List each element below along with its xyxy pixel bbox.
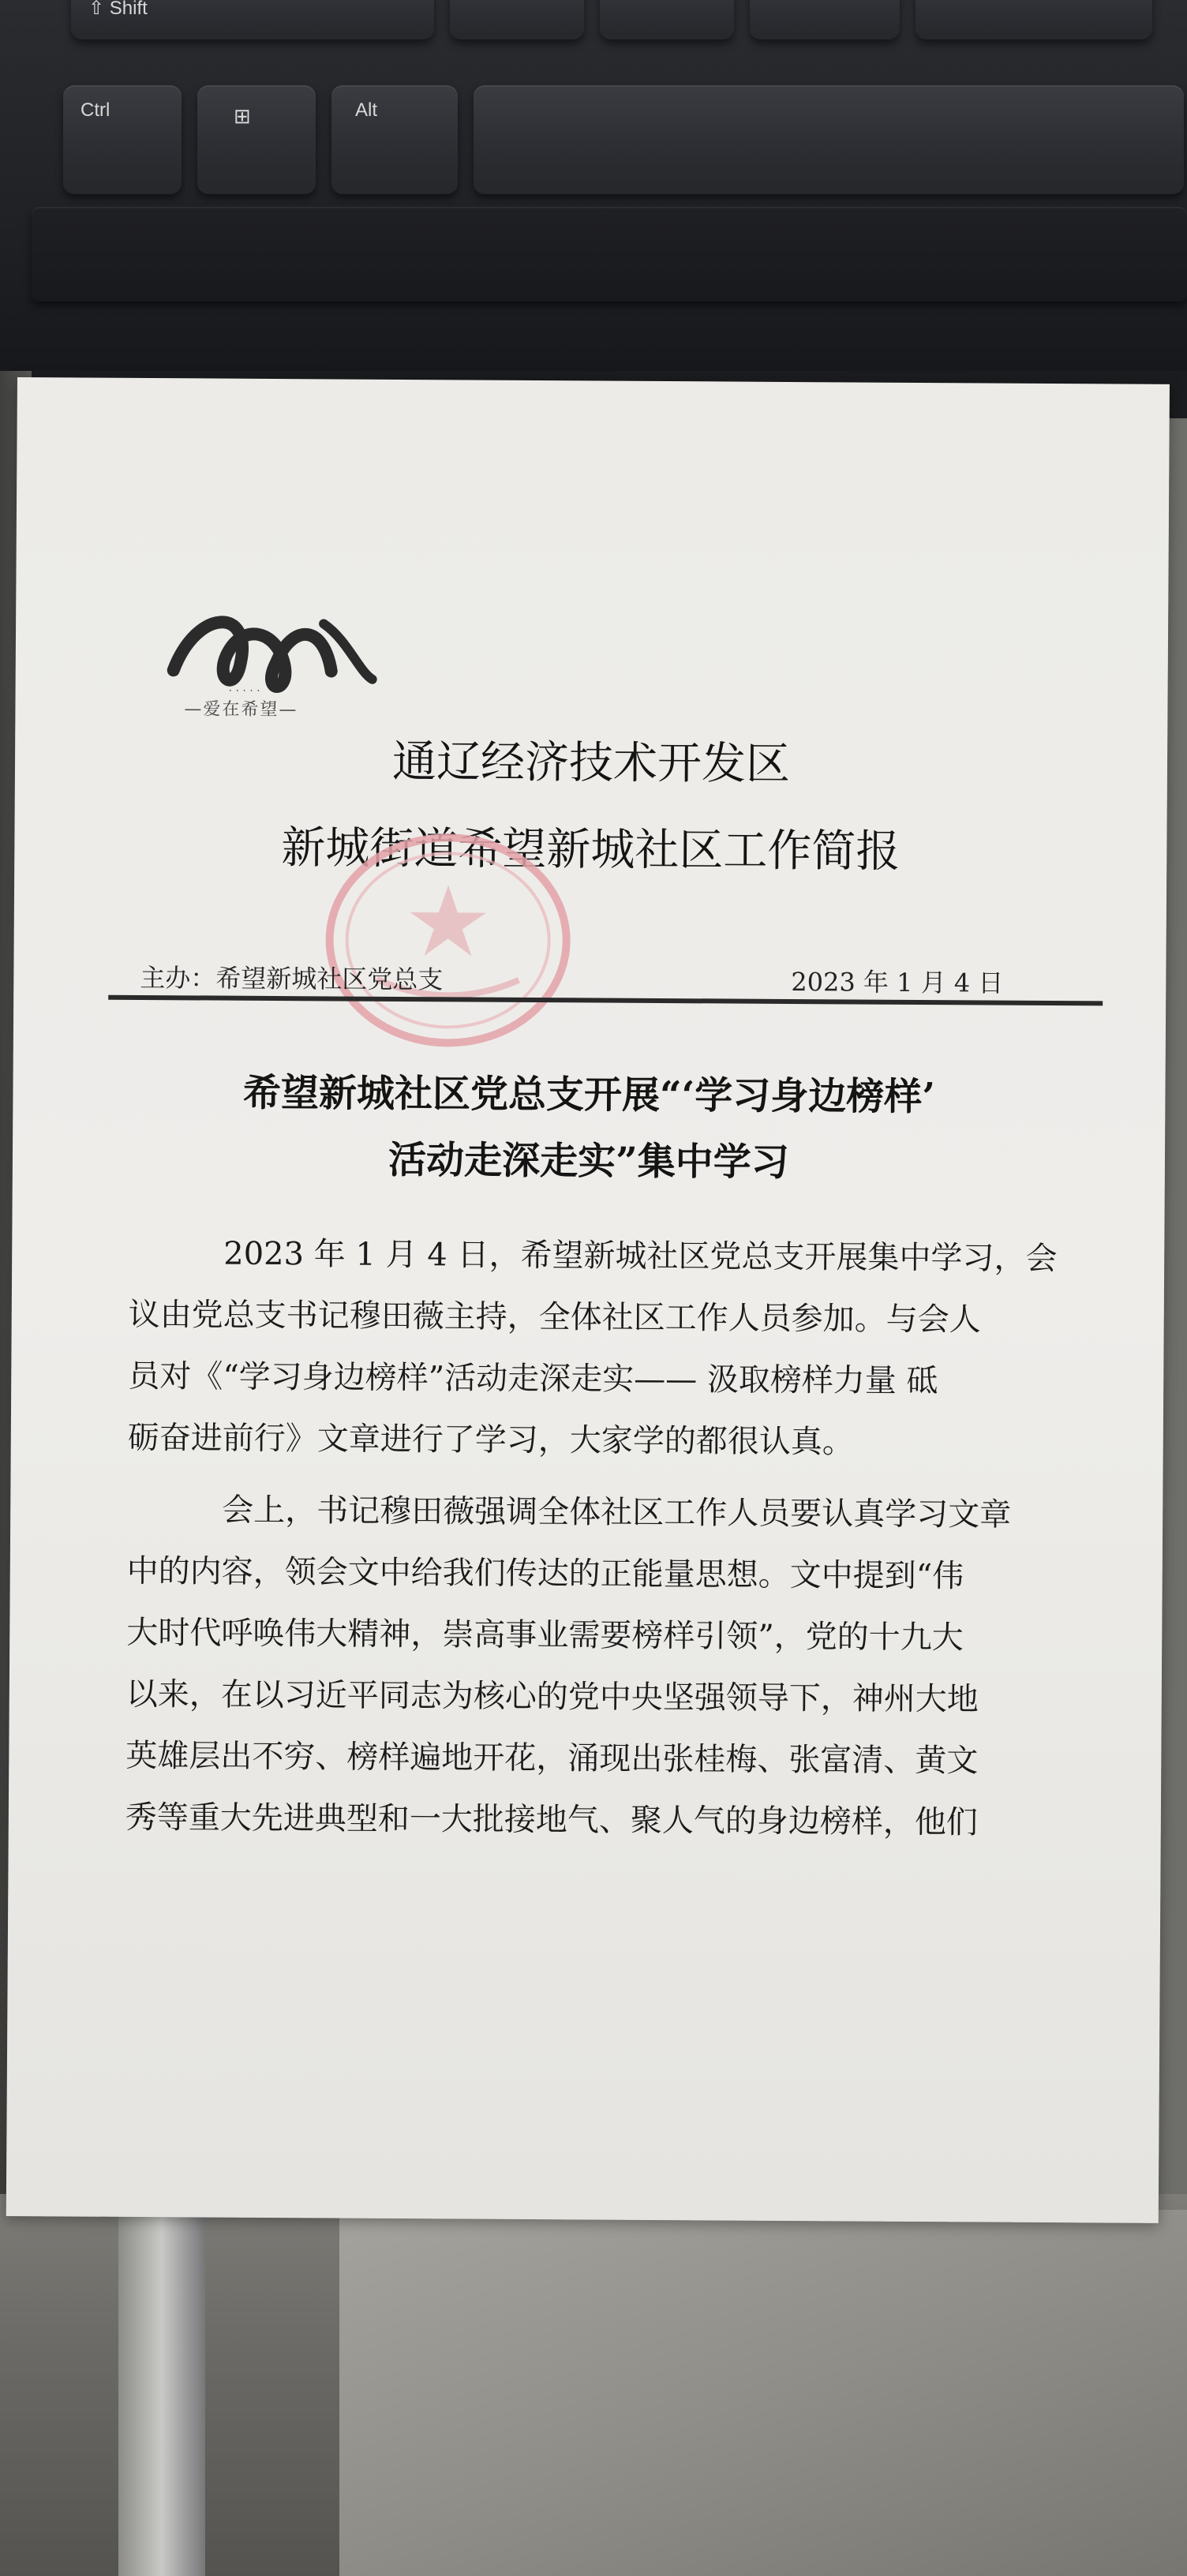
svg-text:· · · · ·: · · · · · [228, 684, 260, 698]
chair-leg [118, 2194, 205, 2576]
shift-key-label: ⇧ Shift [88, 0, 148, 19]
keyboard-key[interactable] [916, 0, 1152, 39]
document-page [6, 377, 1170, 2223]
paragraph-line: 英雄层出不穷、榜样遍地开花，涌现出张桂梅、张富清、黄文 [125, 1737, 979, 1780]
article-paragraph-2 [125, 1479, 1122, 1855]
bulletin-title-line1: 通辽经济技术开发区 [391, 736, 791, 790]
article-paragraph-1 [128, 1222, 1124, 1475]
fabric-background [339, 2210, 1187, 2576]
windows-icon: ⊞ [234, 104, 249, 128]
issue-date: 2023 年 1 月 4 日 [791, 967, 1004, 998]
sponsor-line: 主办：希望新城社区党总支 [140, 962, 444, 995]
paragraph-line: 员对《“学习身边榜样”活动走深走实—— 汲取榜样力量 砥 [128, 1357, 938, 1400]
paragraph-line: 大时代呼唤伟大精神，崇高事业需要榜样引领”，党的十九大 [126, 1614, 964, 1657]
paragraph-line: 秀等重大先进典型和一大批接地气、聚人气的身边榜样，他们 [125, 1799, 978, 1841]
windows-key[interactable] [197, 85, 316, 194]
alt-key-label: Alt [355, 99, 378, 121]
paragraph-line: 议由党总支书记穆田薇主持，全体社区工作人员参加。与会人 [128, 1296, 981, 1339]
paragraph-line: 中的内容，领会文中给我们传达的正能量思想。文中提到“伟 [126, 1552, 964, 1595]
bulletin-title-line2: 新城街道希望新城社区工作简报 [281, 822, 901, 878]
paragraph-line: 砺奋进前行》文章进行了学习，大家学的都很认真。 [127, 1419, 854, 1461]
keyboard [0, 0, 1187, 371]
logo-caption: —爱在希望— [184, 699, 298, 721]
keyboard-edge [32, 207, 1187, 301]
official-seal-stamp [321, 829, 575, 1051]
space-bar[interactable] [474, 85, 1184, 194]
paragraph-line: 会上，书记穆田薇强调全体社区工作人员要认真学习文章 [222, 1492, 1012, 1533]
keyboard-key[interactable] [600, 0, 734, 39]
shift-key[interactable] [71, 0, 434, 39]
paragraph-line: 以来，在以习近平同志为核心的党中央坚强领导下，神州大地 [125, 1676, 979, 1718]
ctrl-key[interactable] [63, 85, 182, 194]
article-title-line1: 希望新城社区党总支开展“‘学习身边榜样’ [242, 1070, 936, 1120]
article-title-line2: 活动走深走实”集中学习 [388, 1137, 789, 1185]
paragraph-line: 2023 年 1 月 4 日，希望新城社区党总支开展集中学习，会 [223, 1235, 1058, 1278]
keyboard-key[interactable] [750, 0, 900, 39]
ctrl-key-label: Ctrl [81, 99, 110, 121]
keyboard-key[interactable] [450, 0, 584, 39]
alt-key[interactable] [331, 85, 458, 194]
